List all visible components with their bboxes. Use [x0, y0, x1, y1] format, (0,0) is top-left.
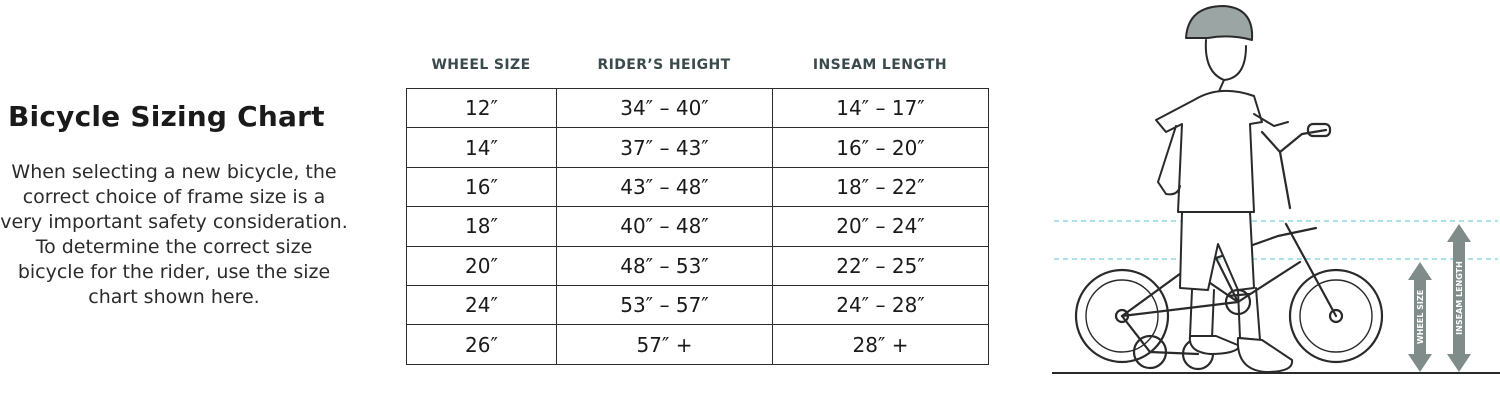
- wheel-size-cell: 20″: [407, 246, 557, 285]
- wheel-size-arrow: [1408, 262, 1432, 372]
- page-title: Bicycle Sizing Chart: [8, 100, 325, 133]
- riders-height-cell: 40″ – 48″: [557, 207, 773, 246]
- inseam-length-cell: 20″ – 24″: [773, 207, 989, 246]
- column-header-wheel-size: WHEEL SIZE: [431, 57, 531, 73]
- riders-height-cell: 48″ – 53″: [557, 246, 773, 285]
- column-header-inseam-length: INSEAM LENGTH: [812, 57, 948, 73]
- wheel-size-cell: 26″: [407, 325, 557, 364]
- inseam-length-cell: 18″ – 22″: [773, 167, 989, 206]
- table-row: [407, 167, 989, 206]
- inseam-length-cell: 22″ – 25″: [773, 246, 989, 285]
- wheel-size-label: WHEEL SIZE: [1416, 289, 1425, 345]
- riders-height-cell: 34″ – 40″: [557, 89, 773, 128]
- table-row: [407, 207, 989, 246]
- riders-height-cell: 43″ – 48″: [557, 167, 773, 206]
- inseam-length-cell: 28″ +: [773, 325, 989, 364]
- table-row: [407, 246, 989, 285]
- table-row: [407, 325, 989, 364]
- inseam-length-label: INSEAM LENGTH: [1455, 261, 1464, 335]
- wheel-size-cell: 24″: [407, 285, 557, 324]
- wheel-size-cell: 16″: [407, 167, 557, 206]
- inseam-length-arrow: [1447, 224, 1471, 372]
- riders-height-cell: 53″ – 57″: [557, 285, 773, 324]
- table-row: [407, 285, 989, 324]
- riders-height-cell: 37″ – 43″: [557, 128, 773, 167]
- inseam-length-cell: 16″ – 20″: [773, 128, 989, 167]
- table-row: [407, 128, 989, 167]
- riders-height-cell: 57″ +: [557, 325, 773, 364]
- child-figure: [1156, 6, 1292, 372]
- wheel-size-cell: 14″: [407, 128, 557, 167]
- column-header-riders-height: RIDER’S HEIGHT: [597, 57, 731, 73]
- wheel-size-cell: 12″: [407, 89, 557, 128]
- table-row: [407, 89, 989, 128]
- description-text: When selecting a new bicycle, the correct choice of frame size is a very important safety consideration. To determine the correct size bicycle for the rider, use the size chart shown here.: [0, 161, 348, 308]
- sizing-table: [406, 88, 989, 365]
- child-on-bicycle-illustration: [1040, 0, 1500, 401]
- wheel-size-cell: 18″: [407, 207, 557, 246]
- inseam-length-cell: 14″ – 17″: [773, 89, 989, 128]
- inseam-length-cell: 24″ – 28″: [773, 285, 989, 324]
